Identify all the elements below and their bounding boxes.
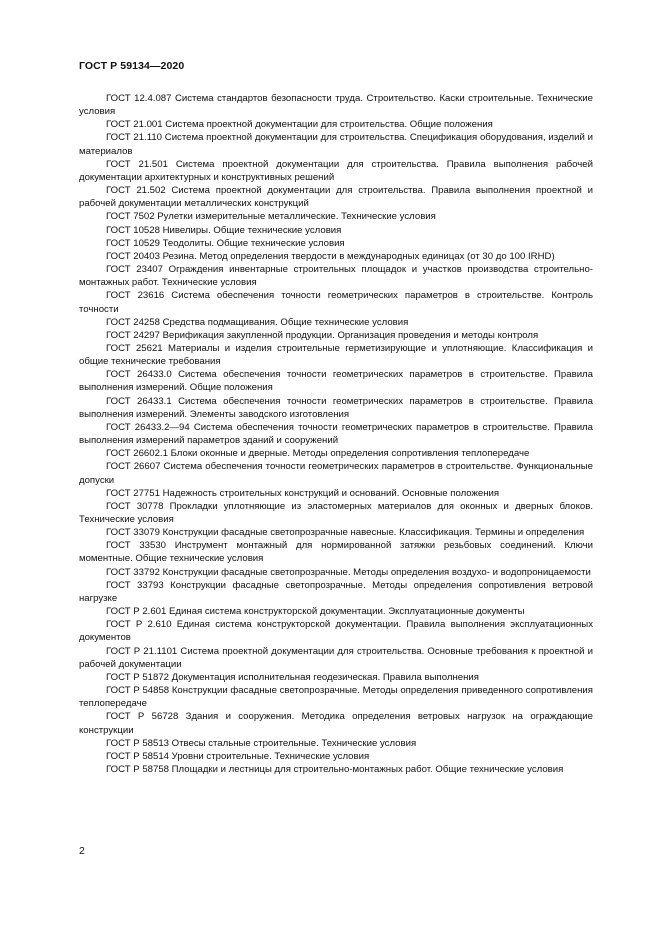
reference-item: ГОСТ 26433.1 Система обеспечения точности геометрических параметров в строительстве. Правила выполнения измерений. Элементы заводского изготовления <box>79 395 593 420</box>
reference-item: ГОСТ 10529 Теодолиты. Общие технические условия <box>106 237 345 249</box>
reference-item: ГОСТ 26433.0 Система обеспечения точности геометрических параметров в строительстве. Правила выполнения измерений. Общие положения <box>79 369 593 394</box>
reference-item: ГОСТ 21.110 Система проектной документации для строительства. Спецификация оборудования, изделий и материалов <box>79 132 593 157</box>
reference-item: ГОСТ 33793 Конструкции фасадные светопрозрачные. Методы определения сопротивления ветровой нагрузке <box>79 579 593 604</box>
reference-item: ГОСТ 33530 Инструмент монтажный для нормированной затяжки резьбовых соединений. Ключи моментные. Общие технические условия <box>79 540 593 565</box>
normative-references-list <box>79 92 593 776</box>
reference-item: ГОСТ 24297 Верификация закупленной продукции. Организация проведения и методы контроля <box>106 329 539 341</box>
reference-item: ГОСТ 12.4.087 Система стандартов безопасности труда. Строительство. Каски строительные. Технические условия <box>79 93 593 118</box>
reference-item: ГОСТ 20403 Резина. Метод определения твердости в международных единицах (от 30 до 100 IRHD) <box>106 250 555 262</box>
reference-item: ГОСТ Р 51872 Документация исполнительная геодезическая. Правила выполнения <box>106 671 479 683</box>
reference-item: ГОСТ Р 54858 Конструкции фасадные светопрозрачные. Методы определения приведенного сопротивления теплопередаче <box>79 685 593 710</box>
reference-item: ГОСТ 26433.2—94 Система обеспечения точности геометрических параметров в строительстве. Правила выполнения измерений параметров зданий и сооружений <box>79 421 593 447</box>
reference-item: ГОСТ Р 2.601 Единая система конструкторской документации. Эксплуатационные документы <box>106 606 525 618</box>
reference-item: ГОСТ Р 2.610 Единая система конструкторской документации. Правила выполнения эксплуатационных документов <box>79 619 593 644</box>
reference-item: ГОСТ 24258 Средства подмащивания. Общие технические условия <box>106 316 409 328</box>
reference-item: ГОСТ 21.501 Система проектной документации для строительства. Правила выполнения рабочей документации архитектурных и конструктивных решений <box>79 158 593 183</box>
reference-item: ГОСТ 21.502 Система проектной документации для строительства. Правила выполнения проектной и рабочей документации металлических конструкций <box>79 185 593 210</box>
reference-item: ГОСТ 7502 Рулетки измерительные металлические. Технические условия <box>106 211 436 223</box>
reference-item: ГОСТ Р 58513 Отвесы стальные строительные. Технические условия <box>106 737 417 749</box>
reference-item: ГОСТ Р 21.1101 Система проектной документации для строительства. Основные требования к проектной и рабочей документации <box>79 645 593 670</box>
reference-item: ГОСТ 33792 Конструкции фасадные светопрозрачные. Методы определения воздухо- и водопроницаемости <box>106 566 591 578</box>
reference-item: ГОСТ 30778 Прокладки уплотняющие из эластомерных материалов для оконных и дверных блоков. Технические условия <box>79 500 593 525</box>
reference-item: ГОСТ 23407 Ограждения инвентарные строительных площадок и участков производства строительно-монтажных работ. Технические условия <box>79 264 593 289</box>
page-number: 2 <box>79 845 85 857</box>
reference-item: ГОСТ 25621 Материалы и изделия строительные герметизирующие и уплотняющие. Классификация и общие технические требования <box>79 342 593 368</box>
reference-item: ГОСТ 26602.1 Блоки оконные и дверные. Методы определения сопротивления теплопередаче <box>106 448 530 460</box>
reference-item: ГОСТ 27751 Надежность строительных конструкций и оснований. Основные положения <box>106 487 500 499</box>
reference-item: ГОСТ Р 56728 Здания и сооружения. Методика определения ветровых нагрузок на ограждающие конструкции <box>79 711 593 736</box>
reference-item: ГОСТ 21.001 Система проектной документации для строительства. Общие положения <box>106 119 493 131</box>
reference-item: ГОСТ Р 58514 Уровни строительные. Технические условия <box>106 750 370 762</box>
reference-item: ГОСТ 10528 Нивелиры. Общие технические условия <box>106 224 342 236</box>
reference-item: ГОСТ Р 58758 Площадки и лестницы для строительно-монтажных работ. Общие технические условия <box>106 763 564 775</box>
reference-item: ГОСТ 23616 Система обеспечения точности геометрических параметров в строительстве. Контроль точности <box>79 290 593 315</box>
reference-item: ГОСТ 26607 Система обеспечения точности геометрических параметров в строительстве. Функциональные допуски <box>79 461 593 486</box>
reference-item: ГОСТ 33079 Конструкции фасадные светопрозрачные навесные. Классификация. Термины и определения <box>106 527 585 539</box>
document-header: ГОСТ Р 59134—2020 <box>79 60 185 72</box>
